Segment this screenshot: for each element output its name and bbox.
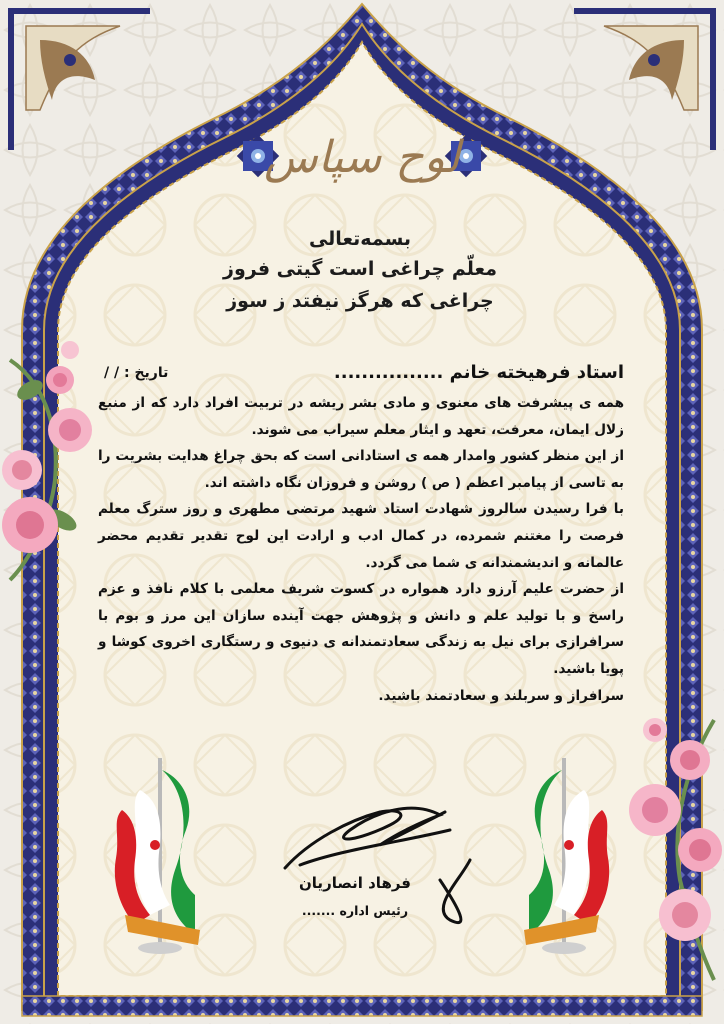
body-paragraph: از حضرت علیم آرزو دارد همواره در کسوت شریف معلمی با کلام نافذ و عزم راسخ و با تولید علم و دانش و پژوهش جهت آینده سازان این مرز و بوم با سرافرازی برای نیل به زندگی سعادتمندانه ی دنیوی و رستگاری اخروی کوشا و پویا باشید. — [98, 581, 624, 677]
date-label: تاریخ : / / — [104, 365, 169, 381]
certificate-title: لوح سپاس — [264, 132, 460, 183]
body-paragraph: سرافراز و سربلند و سعادتمند باشید. — [378, 687, 624, 704]
body-paragraph: همه ی پیشرفت های معنوی و مادی بشر ریشه در تربیت افراد دارد که از منبع زلال ایمان، معرفت، تعهد و ایثار معلم سیراب می شوند. — [98, 395, 624, 438]
certificate-body — [98, 390, 624, 709]
signatory-name: فرهاد انصاریان — [299, 874, 411, 892]
body-paragraph: از این منظر کشور وامدار همه ی استادانی است که بحق چراغ هدایت بشریت را به تاسی از پیامبر اعظم ( ص ) روشن و فروزان نگاه داشته اند. — [98, 448, 624, 491]
recipient-line: استاد فرهیخته خانم ................ — [333, 362, 624, 383]
header-line-poem-2: چراغی که هرگز نیفتد ز سوز — [226, 290, 494, 312]
header-line-poem-1: معلّم چراغی است گیتی فروز — [223, 258, 497, 280]
body-paragraph: با فرا رسیدن سالروز شهادت استاد شهید مرتضی مطهری و روز سترگ معلم فرصت را مغتنم شمرده، در کمال ادب و ارادت این لوح تقدیر تقدیم محضر عالمانه و اندیشمندانه ی شما می گردد. — [98, 501, 624, 571]
header-line-bismillah: بسمه‌تعالی — [308, 228, 412, 250]
signatory-role: رئیس اداره ....... — [301, 903, 409, 918]
